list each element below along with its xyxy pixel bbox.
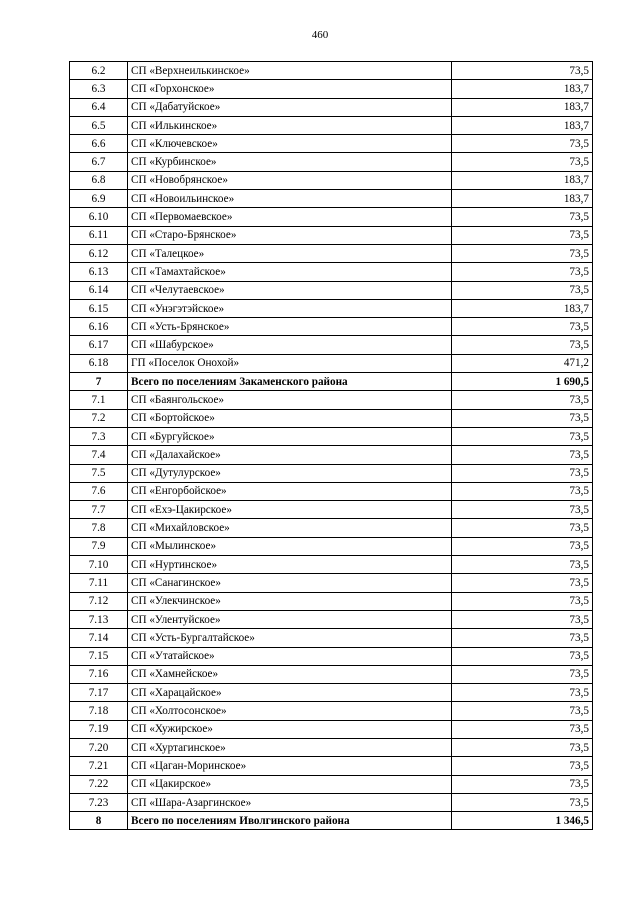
row-number-cell: 6.16 bbox=[70, 318, 128, 336]
settlement-name-cell: СП «Горхонское» bbox=[128, 80, 452, 98]
settlement-name-cell: СП «Далахайское» bbox=[128, 446, 452, 464]
settlement-name-cell: СП «Санагинское» bbox=[128, 574, 452, 592]
row-number-cell: 7.19 bbox=[70, 720, 128, 738]
table-row bbox=[70, 281, 593, 299]
table-row bbox=[70, 226, 593, 244]
table-row bbox=[70, 116, 593, 134]
amount-cell: 73,5 bbox=[452, 336, 593, 354]
table-row bbox=[70, 446, 593, 464]
amount-cell: 73,5 bbox=[452, 427, 593, 445]
table-body bbox=[70, 62, 593, 830]
amount-cell: 73,5 bbox=[452, 464, 593, 482]
table-row bbox=[70, 793, 593, 811]
row-number-cell: 7.17 bbox=[70, 684, 128, 702]
settlement-name-cell: СП «Цакирское» bbox=[128, 775, 452, 793]
row-number-cell: 7.1 bbox=[70, 391, 128, 409]
settlement-name-cell: СП «Утатайское» bbox=[128, 647, 452, 665]
settlement-name-cell: Всего по поселениям Иволгинского района bbox=[128, 812, 452, 830]
amount-cell: 73,5 bbox=[452, 610, 593, 628]
settlement-name-cell: СП «Улентуйское» bbox=[128, 610, 452, 628]
settlement-name-cell: СП «Енгорбойское» bbox=[128, 482, 452, 500]
table-row bbox=[70, 702, 593, 720]
row-number-cell: 6.9 bbox=[70, 190, 128, 208]
settlement-name-cell: СП «Харацайское» bbox=[128, 684, 452, 702]
row-number-cell: 6.7 bbox=[70, 153, 128, 171]
amount-cell: 73,5 bbox=[452, 153, 593, 171]
row-number-cell: 7 bbox=[70, 373, 128, 391]
settlement-name-cell: СП «Новобрянское» bbox=[128, 171, 452, 189]
table-row bbox=[70, 592, 593, 610]
row-number-cell: 6.5 bbox=[70, 116, 128, 134]
table-row bbox=[70, 336, 593, 354]
amount-cell: 73,5 bbox=[452, 629, 593, 647]
settlement-name-cell: СП «Челутаевское» bbox=[128, 281, 452, 299]
row-number-cell: 7.23 bbox=[70, 793, 128, 811]
settlements-table bbox=[69, 61, 593, 830]
settlement-name-cell: СП «Михайловское» bbox=[128, 519, 452, 537]
page-number: 460 bbox=[311, 29, 329, 41]
row-number-cell: 8 bbox=[70, 812, 128, 830]
table-row bbox=[70, 208, 593, 226]
settlement-name-cell: СП «Курбинское» bbox=[128, 153, 452, 171]
amount-cell: 183,7 bbox=[452, 80, 593, 98]
table-row bbox=[70, 409, 593, 427]
row-number-cell: 6.18 bbox=[70, 354, 128, 372]
amount-cell: 183,7 bbox=[452, 116, 593, 134]
settlement-name-cell: СП «Шара-Азаргинское» bbox=[128, 793, 452, 811]
table-total-row bbox=[70, 373, 593, 391]
table-row bbox=[70, 153, 593, 171]
table-row bbox=[70, 299, 593, 317]
settlement-name-cell: СП «Усть-Бургалтайское» bbox=[128, 629, 452, 647]
settlement-name-cell: СП «Дутулурское» bbox=[128, 464, 452, 482]
table-row bbox=[70, 171, 593, 189]
amount-cell: 73,5 bbox=[452, 482, 593, 500]
amount-cell: 183,7 bbox=[452, 171, 593, 189]
settlement-name-cell: СП «Цаган-Моринское» bbox=[128, 757, 452, 775]
amount-cell: 73,5 bbox=[452, 208, 593, 226]
settlement-name-cell: СП «Унэгэтэйское» bbox=[128, 299, 452, 317]
table-row bbox=[70, 354, 593, 372]
table-row bbox=[70, 757, 593, 775]
row-number-cell: 6.14 bbox=[70, 281, 128, 299]
settlement-name-cell: СП «Дабатуйское» bbox=[128, 98, 452, 116]
amount-cell: 73,5 bbox=[452, 702, 593, 720]
amount-cell: 73,5 bbox=[452, 62, 593, 80]
amount-cell: 73,5 bbox=[452, 519, 593, 537]
amount-cell: 73,5 bbox=[452, 281, 593, 299]
row-number-cell: 6.12 bbox=[70, 244, 128, 262]
settlement-name-cell: СП «Илькинское» bbox=[128, 116, 452, 134]
amount-cell: 73,5 bbox=[452, 793, 593, 811]
amount-cell: 73,5 bbox=[452, 556, 593, 574]
amount-cell: 73,5 bbox=[452, 537, 593, 555]
table-row bbox=[70, 135, 593, 153]
amount-cell: 471,2 bbox=[452, 354, 593, 372]
table-row bbox=[70, 610, 593, 628]
amount-cell: 183,7 bbox=[452, 190, 593, 208]
table-row bbox=[70, 318, 593, 336]
settlement-name-cell: СП «Бургуйское» bbox=[128, 427, 452, 445]
amount-cell: 73,5 bbox=[452, 501, 593, 519]
table-row bbox=[70, 574, 593, 592]
settlement-name-cell: Всего по поселениям Закаменского района bbox=[128, 373, 452, 391]
row-number-cell: 6.10 bbox=[70, 208, 128, 226]
table-row bbox=[70, 263, 593, 281]
table-row bbox=[70, 62, 593, 80]
settlement-name-cell: СП «Ехэ-Цакирское» bbox=[128, 501, 452, 519]
row-number-cell: 7.5 bbox=[70, 464, 128, 482]
table-row bbox=[70, 464, 593, 482]
amount-cell: 183,7 bbox=[452, 299, 593, 317]
row-number-cell: 6.6 bbox=[70, 135, 128, 153]
table-row bbox=[70, 98, 593, 116]
row-number-cell: 6.8 bbox=[70, 171, 128, 189]
table-row bbox=[70, 775, 593, 793]
table-row bbox=[70, 501, 593, 519]
table-row bbox=[70, 427, 593, 445]
row-number-cell: 7.11 bbox=[70, 574, 128, 592]
table-row bbox=[70, 80, 593, 98]
amount-cell: 73,5 bbox=[452, 135, 593, 153]
row-number-cell: 7.9 bbox=[70, 537, 128, 555]
settlement-name-cell: СП «Первомаевское» bbox=[128, 208, 452, 226]
table-row bbox=[70, 519, 593, 537]
amount-cell: 73,5 bbox=[452, 592, 593, 610]
amount-cell: 73,5 bbox=[452, 757, 593, 775]
amount-cell: 73,5 bbox=[452, 263, 593, 281]
amount-cell: 73,5 bbox=[452, 775, 593, 793]
settlement-name-cell: СП «Талецкое» bbox=[128, 244, 452, 262]
settlement-name-cell: СП «Хамнейское» bbox=[128, 665, 452, 683]
row-number-cell: 7.3 bbox=[70, 427, 128, 445]
row-number-cell: 7.7 bbox=[70, 501, 128, 519]
settlement-name-cell: СП «Нуртинское» bbox=[128, 556, 452, 574]
row-number-cell: 7.22 bbox=[70, 775, 128, 793]
settlement-name-cell: СП «Баянгольское» bbox=[128, 391, 452, 409]
row-number-cell: 7.15 bbox=[70, 647, 128, 665]
row-number-cell: 7.16 bbox=[70, 665, 128, 683]
row-number-cell: 7.6 bbox=[70, 482, 128, 500]
table-row bbox=[70, 738, 593, 756]
row-number-cell: 6.13 bbox=[70, 263, 128, 281]
settlement-name-cell: СП «Ключевское» bbox=[128, 135, 452, 153]
row-number-cell: 7.21 bbox=[70, 757, 128, 775]
settlement-name-cell: СП «Бортойское» bbox=[128, 409, 452, 427]
row-number-cell: 7.13 bbox=[70, 610, 128, 628]
table-row bbox=[70, 629, 593, 647]
row-number-cell: 6.17 bbox=[70, 336, 128, 354]
row-number-cell: 6.4 bbox=[70, 98, 128, 116]
amount-cell: 73,5 bbox=[452, 684, 593, 702]
table-row bbox=[70, 647, 593, 665]
amount-cell: 73,5 bbox=[452, 665, 593, 683]
settlement-name-cell: СП «Улекчинское» bbox=[128, 592, 452, 610]
amount-cell: 73,5 bbox=[452, 647, 593, 665]
row-number-cell: 7.20 bbox=[70, 738, 128, 756]
amount-cell: 1 690,5 bbox=[452, 373, 593, 391]
settlement-name-cell: СП «Тамахтайское» bbox=[128, 263, 452, 281]
table-row bbox=[70, 665, 593, 683]
table-row bbox=[70, 244, 593, 262]
amount-cell: 73,5 bbox=[452, 446, 593, 464]
row-number-cell: 7.8 bbox=[70, 519, 128, 537]
row-number-cell: 6.3 bbox=[70, 80, 128, 98]
table-row bbox=[70, 556, 593, 574]
settlement-name-cell: СП «Холтосонское» bbox=[128, 702, 452, 720]
settlement-name-cell: СП «Мылинское» bbox=[128, 537, 452, 555]
amount-cell: 73,5 bbox=[452, 409, 593, 427]
amount-cell: 73,5 bbox=[452, 720, 593, 738]
row-number-cell: 7.14 bbox=[70, 629, 128, 647]
row-number-cell: 6.2 bbox=[70, 62, 128, 80]
row-number-cell: 6.15 bbox=[70, 299, 128, 317]
table-row bbox=[70, 537, 593, 555]
amount-cell: 73,5 bbox=[452, 244, 593, 262]
table-row bbox=[70, 684, 593, 702]
table-row bbox=[70, 190, 593, 208]
settlement-name-cell: СП «Верхнеилькинское» bbox=[128, 62, 452, 80]
settlement-name-cell: СП «Шабурское» bbox=[128, 336, 452, 354]
row-number-cell: 7.12 bbox=[70, 592, 128, 610]
row-number-cell: 7.4 bbox=[70, 446, 128, 464]
settlement-name-cell: ГП «Поселок Онохой» bbox=[128, 354, 452, 372]
table-row bbox=[70, 720, 593, 738]
amount-cell: 73,5 bbox=[452, 574, 593, 592]
row-number-cell: 7.10 bbox=[70, 556, 128, 574]
amount-cell: 1 346,5 bbox=[452, 812, 593, 830]
settlement-name-cell: СП «Новоильинское» bbox=[128, 190, 452, 208]
row-number-cell: 7.18 bbox=[70, 702, 128, 720]
amount-cell: 183,7 bbox=[452, 98, 593, 116]
amount-cell: 73,5 bbox=[452, 318, 593, 336]
amount-cell: 73,5 bbox=[452, 226, 593, 244]
settlement-name-cell: СП «Хужирское» bbox=[128, 720, 452, 738]
settlement-name-cell: СП «Усть-Брянское» bbox=[128, 318, 452, 336]
table-total-row bbox=[70, 812, 593, 830]
table-row bbox=[70, 391, 593, 409]
row-number-cell: 6.11 bbox=[70, 226, 128, 244]
amount-cell: 73,5 bbox=[452, 738, 593, 756]
settlement-name-cell: СП «Хуртагинское» bbox=[128, 738, 452, 756]
row-number-cell: 7.2 bbox=[70, 409, 128, 427]
amount-cell: 73,5 bbox=[452, 391, 593, 409]
table-row bbox=[70, 482, 593, 500]
settlement-name-cell: СП «Старо-Брянское» bbox=[128, 226, 452, 244]
